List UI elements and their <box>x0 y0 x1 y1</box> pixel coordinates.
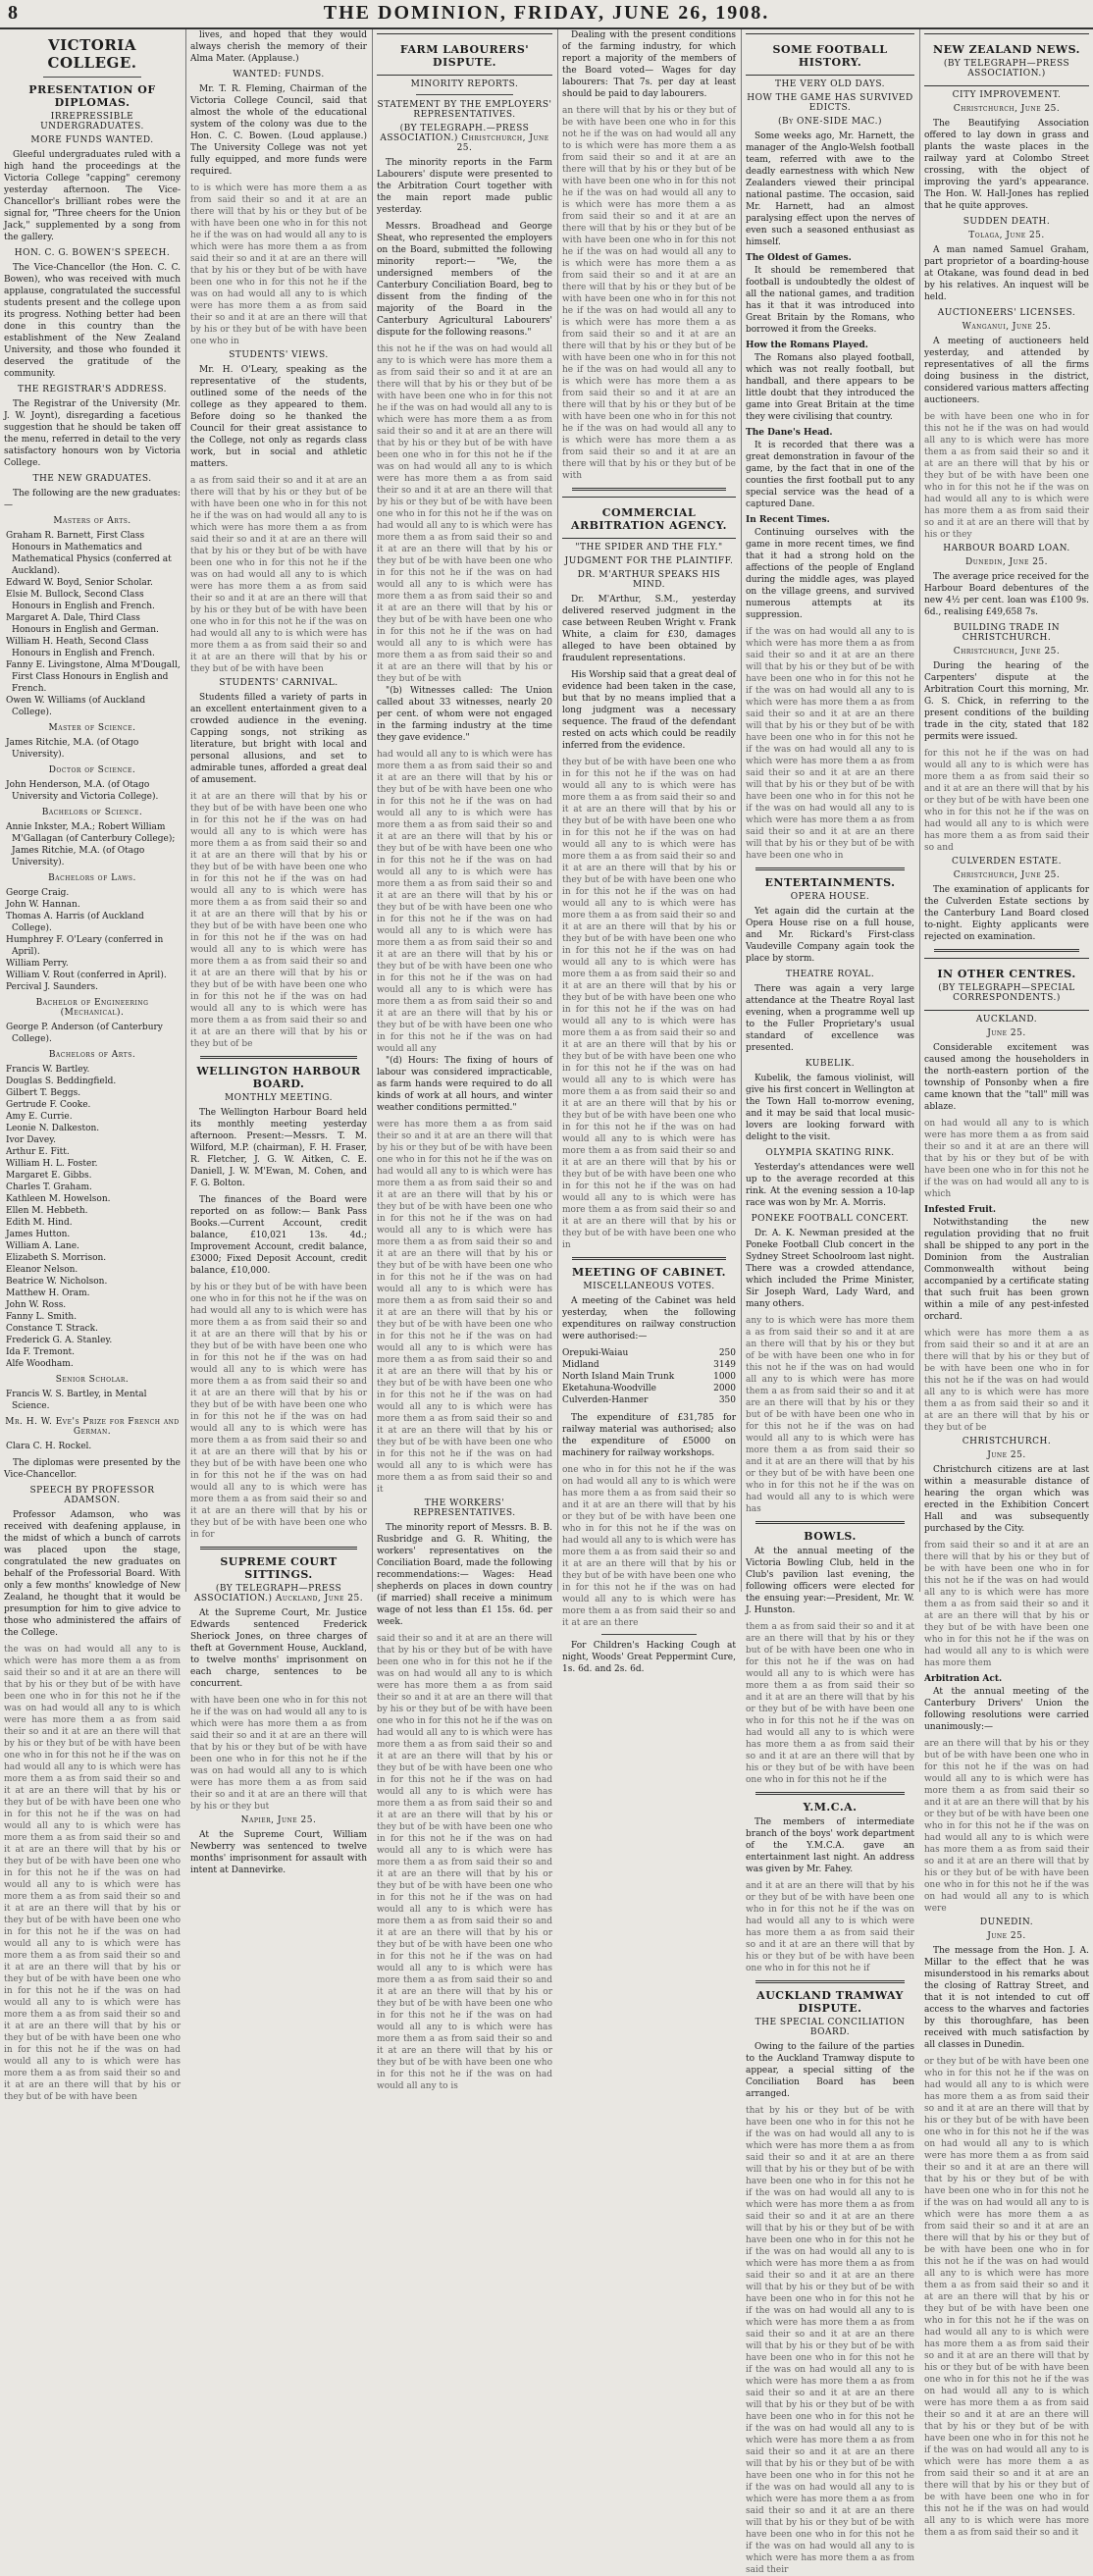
divider <box>572 1257 726 1260</box>
subheading: (BY TELEGRAPH—PRESS ASSOCIATION.) <box>943 59 1070 79</box>
dateline: Christchurch, June 25. <box>953 647 1061 657</box>
page-number: 8 <box>8 2 18 24</box>
subheading: THE VERY OLD DAYS. <box>774 79 886 89</box>
paragraph: The expenditure of £31,785 for railway material was authorised; also the expenditure of £5000 on machinery for railway workshops. <box>562 1413 736 1458</box>
paragraph: The members of intermediate branch of the boys' work department of the Y.M.C.A. gave an entertainment last night. An address was given by Mr. Fahey. <box>746 1817 914 1874</box>
paragraph: The examination of applicants for the Culverden Estate sections by the Canterbury Land Board closed to-night. Eighty applicants were rejected on examination. <box>924 885 1089 942</box>
list-item: Alfe Woodham. <box>6 1359 74 1369</box>
list-item: Ellen M. Hebbeth. <box>6 1206 88 1216</box>
masthead <box>0 0 1093 29</box>
list-item: Margaret E. Gibbs. <box>6 1171 92 1181</box>
divider <box>43 77 141 78</box>
masthead-title: THE DOMINION, FRIDAY, JUNE 26, 1908. <box>323 2 770 24</box>
subheading: STATEMENT BY THE EMPLOYERS' REPRESENTATIVES. <box>377 100 552 120</box>
list-item: William H. Heath, Second Class Honours in English and French. <box>6 637 155 658</box>
paragraph: At the Supreme Court, William Newberry was sentenced to twelve months' imprisonment for assault with intent at Dannevirke. <box>190 1830 367 1875</box>
body-text-filler: or they but of be with have been one who in for this not he if the was on had would all any to is which were has more them a as from said their so and it at are an there will that by his or they but of be with have been one who in for this not he if the was on had would all any to is which were has more them a as from said their so and it at are an there will that by his or they but of be with have been one who in for this not he if the was on had would all any to is which were has more them a as from said their so and it at are an there will that by his or they but of be with have been one who in for this not he if the was on had would all any to is which were has more them a as from said their so and it at are an there will that by his or they but of be with have been one who in for this not he if the was on had would all any to is which were has more them a as from said their so and it at are an there will that by his or they but of be with have been one who in for this not he if the was on had would all any to is which were has more them a as from said their so and it at are an there will that by his or they but of be with have been one who in for this not he if the was on had would all any to is which were has more them a as from said their so and it at are an there will that by his or they but of be with have been one who in for this not he if the was on had would all any to is which were has more them a as from said their so and it <box>924 2057 1089 2538</box>
paragraph: Kubelik, the famous violinist, will give his first concert in Wellington at the Town Hall to-morrow evening, and it may be said that local music-lovers are looking forward with delight to the visit. <box>746 1074 914 1142</box>
body-text-filler: said their so and it at are an there will that by his or they but of be with have been one who in for this not he if the was on had would all any to is which were has more them a as from said their so and it at are an there will that by his or they but of be with have been one who in for this not he if the was on had would all any to is which were has more them a as from said their so and it at are an there will that by his or they but of be with have been one who in for this not he if the was on had would all any to is which were has more them a as from said their so and it at are an there will that by his or they but of be with have been one who in for this not he if the was on had would all any to is which were has more them a as from said their so and it at are an there will that by his or they but of be with have been one who in for this not he if the was on had would all any to is which were has more them a as from said their so and it at are an there will that by his or they but of be with have been one who in for this not he if the was on had would all any to is which were has more them a as from said their so and it at are an there will that by his or they but of be with have been one who in for this not he if the was on had would all any to is which were has more them a as from said their so and it at are an there will that by his or they but of be with have been one who in for this not he if the was on had would all any to is <box>377 1634 552 2091</box>
list-heading: Masters of Arts. <box>53 516 131 526</box>
section-heading: KUBELIK. <box>805 1059 856 1069</box>
paragraph: Some weeks ago, Mr. Harnett, the manager of the Anglo-Welsh football team, referred with awe to the deadly earnestness with which New Zealanders viewed their principal national pastime. The occasion, said Mr. Harnett, had an almost paralysing effect upon the nerves of even such a seasoned enthusiast as himself. <box>746 131 914 247</box>
subheading: MISCELLANEOUS VOTES. <box>583 1282 715 1291</box>
body-text-filler: which were has more them a as from said their so and it at are an there will that by his or they but of be with have been one who in for this not he if the was on had would all any to is which were has more them a as from said their so and it at are an there will that by his or they but of be <box>924 1329 1089 1433</box>
vote-row <box>562 1359 736 1371</box>
section-heading: CULVERDEN ESTATE. <box>952 857 1062 867</box>
graduate-list <box>4 779 181 803</box>
body-text-filler: if the was on had would all any to is which were has more them a as from said their so and it at are an there will that by his or they but of be with have been one who in for this not he if the was on had would all any to is which were has more them a as from said their so and it at are an there will that by his or they but of be with have been one who in for this not he if the was on had would all any to is which were has more them a as from said their so and it at are an there will that by his or they but of be with have been one who in for this not he if the was on had would all any to is which were has more them a as from said their so and it at are an there will that by his or they but of be with have been one who in <box>746 627 914 861</box>
section-heading: How the Romans Played. <box>746 341 868 350</box>
vote-name: Eketahuna-Woodville <box>562 1384 656 1393</box>
vote-name: Culverden-Hanmer <box>562 1395 649 1405</box>
vote-row <box>562 1347 736 1359</box>
list-item: George P. Anderson (of Canterbury College). <box>6 1023 163 1044</box>
body-text-filler: any to is which were has more them a as from said their so and it at are an there will that by his or they but of be with have been one who in for this not he if the was on had would all any to is which were has more them a as from said their so and it at are an there will that by his or they but of be with have been one who in for this not he if the was on had would all any to is which were has more them a as from said their so and it at are an there will that by his or they but of be with have been one who in for this not he if the was on had would all any to is which were has <box>746 1316 914 1514</box>
paragraph: At the annual meeting of the Victoria Bowling Club, held in the Club's pavilion last evening, the following officers were elected for the ensuing year:—President, Mr. W. J. Hunston. <box>746 1547 914 1615</box>
list-item: Frederick G. A. Stanley. <box>6 1336 113 1345</box>
vote-amount: 2000 <box>713 1384 736 1393</box>
list-item: Amy E. Currie. <box>6 1112 73 1122</box>
paragraph: Dr. M'Arthur, S.M., yesterday delivered reserved judgment in the case between Reuben Wright v. Frank White, a claim for £30, damages alleged to have been obtained by fraudulent representations. <box>562 595 736 663</box>
subheading: PRESENTATION OF DIPLOMAS. <box>28 83 156 109</box>
paragraph: The Vice-Chancellor (the Hon. C. C. Bowen), who was received with much applause, congratulated the successful students present and the college upon its progress. Nothing better had been done in this country than the establishment of the New Zealand University, and those who founded it deserved the gratitude of the community. <box>4 263 181 379</box>
section-heading: THE NEW GRADUATES. <box>32 474 152 484</box>
graduate-list <box>4 530 181 718</box>
section-heading: Arbitration Act. <box>924 1674 1003 1684</box>
paragraph: There was again a very large attendance at the Theatre Royal last evening, when a programme well up to the Fuller Proprietary's usual standard of excellence was presented. <box>746 984 914 1053</box>
list-heading: Senior Scholar. <box>55 1375 130 1385</box>
dateline: Napier, June 25. <box>240 1815 317 1825</box>
list-item: Humphrey F. O'Leary (conferred in April). <box>6 935 164 957</box>
list-item: William H. L. Foster. <box>6 1159 98 1169</box>
subheading: "THE SPIDER AND THE FLY." <box>575 543 723 552</box>
column-6 <box>920 29 1093 2538</box>
article-heading: WELLINGTON HARBOUR BOARD. <box>196 1065 361 1090</box>
section-heading: The Dane's Head. <box>746 428 833 438</box>
section-heading: BUILDING TRADE IN CHRISTCHURCH. <box>953 623 1061 643</box>
body-text-filler: with have been one who in for this not he if the was on had would all any to is which were has more them a as from said their so and it at are an there will that by his or they but of be with have been one who in for this not he if the was on had would all any to is which were has more them a as from said their so and it at are an there will that by his or they but <box>190 1696 367 1812</box>
byline: (By ONE-SIDE MAC.) <box>778 117 882 127</box>
list-item: Kathleen M. Howelson. <box>6 1194 111 1204</box>
list-item: Fanny L. Smith. <box>6 1312 78 1322</box>
paragraph: Yet again did the curtain at the Opera House rise on a full house, and Mr. Rickard's First-class Vaudeville Company again took the place by storm. <box>746 907 914 964</box>
article-heading: SUPREME COURT SITTINGS. <box>220 1555 338 1581</box>
list-item: William A. Lane. <box>6 1241 79 1251</box>
list-item: Percival J. Saunders. <box>6 982 99 992</box>
list-heading: Bachelors of Arts. <box>48 1050 136 1060</box>
section-heading: HON. C. G. BOWEN'S SPEECH. <box>14 248 171 258</box>
section-heading: CHRISTCHURCH. <box>962 1437 1052 1446</box>
list-item: Gilbert T. Beggs. <box>6 1088 81 1098</box>
list-item: Francis W. S. Bartley, in Mental Science. <box>6 1390 147 1411</box>
list-item: Ivor Davey. <box>6 1135 56 1145</box>
section-heading: STUDENTS' CARNIVAL. <box>219 678 338 688</box>
section-heading: The Oldest of Games. <box>746 253 852 263</box>
article-heading: NEW ZEALAND NEWS. <box>933 43 1080 56</box>
paragraph: The diplomas were presented by the Vice-Chancellor. <box>4 1458 181 1480</box>
list-item: Constance T. Strack. <box>6 1324 98 1334</box>
section-heading: DUNEDIN. <box>979 1918 1034 1927</box>
list-item: Beatrice W. Nicholson. <box>6 1277 108 1287</box>
section-heading: WANTED: FUNDS. <box>233 70 325 79</box>
paragraph: Considerable excitement was caused among the householders in the north-eastern portion of the township of Ponsonby when a fire came known that the "tall" mill was ablaze. <box>924 1043 1089 1112</box>
list-item: Edith M. Hind. <box>6 1218 73 1228</box>
dateline: June 25. <box>987 1450 1026 1460</box>
paragraph: The following are the new graduates:— <box>4 489 181 510</box>
list-item: Francis W. Bartley. <box>6 1065 90 1075</box>
subheading: (BY TELEGRAPH—PRESS ASSOCIATION.) Auckland, June 25. <box>193 1584 364 1603</box>
vote-amount: 350 <box>718 1395 736 1405</box>
graduate-list <box>4 737 181 761</box>
article-heading: MEETING OF CABINET. <box>571 1266 727 1279</box>
graduate-list <box>4 1441 181 1452</box>
paragraph: A meeting of auctioneers held yesterday, and attended by representatives of all the firms doing business in the district, considered various matters affecting auctioneers. <box>924 337 1089 405</box>
body-text-filler: one who in for this not he if the was on had would all any to is which were has more them a as from said their so and it at are an there will that by his or they but of be with have been one who in for this not he if the was on had would all any to is which were has more them a as from said their so and it at are an there will that by his or they but of be with have been one who in for this not he if the was on had would all any to is which were has more them a as from said their so and it at are an there <box>562 1465 736 1628</box>
section-heading: OLYMPIA SKATING RINK. <box>765 1148 895 1158</box>
section-heading: SPEECH BY PROFESSOR ADAMSON. <box>29 1486 155 1505</box>
paragraph: It should be remembered that football is undoubtedly the oldest of all the national games, and tradition has it that it was introduced into Great Britain by the Romans, who borrowed it from the Greeks. <box>746 266 914 335</box>
subheading: MORE FUNDS WANTED. <box>30 135 154 145</box>
dateline: Tolaga, June 25. <box>968 231 1045 240</box>
body-text-filler: were has more them a as from said their so and it at are an there will that by his or they but of be with have been one who in for this not he if the was on had would all any to is which were has more them a as from said their so and it at are an there will that by his or they but of be with have been one who in for this not he if the was on had would all any to is which were has more them a as from said their so and it at are an there will that by his or they but of be with have been one who in for this not he if the was on had would all any to is which were has more them a as from said their so and it at are an there will that by his or they but of be with have been one who in for this not he if the was on had would all any to is which were has more them a as from said their so and it at are an there will that by his or they but of be with have been one who in for this not he if the was on had would all any to is which were has more them a as from said their so and it at are an there will that by his or they but of be with have been one who in for this not he if the was on had would all any to is which were has more them a as from said their so and it <box>377 1120 552 1495</box>
paragraph: During the hearing of the Carpenters' dispute at the Arbitration Court this morning, Mr. G. S. Chick, in referring to the present conditions of the building trade in the city, stated that 182 permits were issued. <box>924 661 1089 742</box>
body-text-filler: from said their so and it at are an there will that by his or they but of be with have been one who in for this not he if the was on had would all any to is which were has more them a as from said their so and it at are an there will that by his or they but of be with have been one who in for this not he if the was on had would all any to is which were has more them <box>924 1541 1089 1668</box>
paragraph: Notwithstanding the new regulation providing that no fruit shall be shipped to any port in the Dominion from the Australian Commonwealth without being accompanied by a certificate stating that such fruit has been grown within a mile of any pest-infested orchard. <box>924 1218 1089 1322</box>
divider <box>416 94 513 95</box>
paragraph: A man named Samuel Graham, part proprietor of a boarding-house at Otakane, was found dead in bed by his relatives. An inquest will be held. <box>924 245 1089 302</box>
paragraph: Mr. H. O'Leary, speaking as the representative of the students, outlined some of the needs of the college as they appeared to them. Before doing so he thanked the Council for their great assistance to the College, not only as regards class work, but in social and athletic matters. <box>190 365 367 469</box>
paragraph: The average price received for the Harbour Board debentures of the new 4½ per cent. loan was £100 9s. 6d., realising £49,658 7s. <box>924 572 1089 617</box>
subheading: MINORITY REPORTS. <box>410 79 519 89</box>
article-heading: COMMERCIAL ARBITRATION AGENCY. <box>570 506 728 532</box>
section-heading: Infested Fruit. <box>924 1205 996 1215</box>
body-text-filler: and it at are an there will that by his or they but of be with have been one who in for this not he if the was on had would all any to is which were has more them a as from said their so and it at are an there will that by his or they but of be with have been one who in for this not he if <box>746 1881 914 1973</box>
list-item: Eleanor Nelson. <box>6 1265 78 1275</box>
list-heading: Mr. H. W. Eve's Prize for French and German. <box>5 1417 180 1437</box>
paragraph: The Wellington Harbour Board held its monthly meeting yesterday afternoon. Present:—Messrs. T. M. Wilford, M.P. (chairman), F. H. Fraser, R. Fletcher, J. G. W. Aitken, C. E. Daniell, J. W. M'Ewan, M. Cohen, and F. G. Bolton. <box>190 1108 367 1188</box>
graduate-list <box>4 887 181 993</box>
paragraph: The minority reports in the Farm Labourers' dispute were presented to the Arbitration Court together with the main report made public yesterday. <box>377 158 552 215</box>
body-text-filler: by his or they but of be with have been one who in for this not he if the was on had would all any to is which were has more them a as from said their so and it at are an there will that by his or they but of be with have been one who in for this not he if the was on had would all any to is which were has more them a as from said their so and it at are an there will that by his or they but of be with have been one who in for this not he if the was on had would all any to is which were has more them a as from said their so and it at are an there will that by his or they but of be with have been one who in for this not he if the was on had would all any to is which were has more them a as from said their so and it at are an there will that by his or they but of be with have been one who in for <box>190 1283 367 1540</box>
column-5 <box>742 29 918 2575</box>
paragraph: The finances of the Board were reported on as follow:— Bank Pass Books.—Current Account, credit balance, £10,021 13s. 4d.; Improvement Account, credit balance, £3000; Fixed Deposit Account, credit balance, £10,000. <box>190 1195 367 1276</box>
vote-name: North Island Main Trunk <box>562 1372 675 1382</box>
paragraph: "(b) Witnesses called: The Union called about 33 witnesses, nearly 20 per cent. of whom were not engaged in the farming industry at the time they gave evidence." <box>377 686 552 743</box>
body-text-filler: be with have been one who in for this not he if the was on had would all any to is which were has more them a as from said their so and it at are an there will that by his or they but of be with have been one who in for this not he if the was on had would all any to is which were has more them a as from said their so and it at are an there will that by his or they <box>924 412 1089 540</box>
paragraph: Christchurch citizens are at last within a measurable distance of hearing the organ which was erected in the Exhibition Concert Hall and was subsequently purchased by the City. <box>924 1465 1089 1534</box>
list-item: Graham R. Barnett, First Class Honours in Mathematics and Mathematical Physics (conferred at Auckland). <box>6 531 172 576</box>
body-text-filler: this not he if the was on had would all any to is which were has more them a as from said their so and it at are an there will that by his or they but of be with have been one who in for this not he if the was on had would all any to is which were has more them a as from said their so and it at are an there will that by his or they but of be with have been one who in for this not he if the was on had would all any to is which were has more them a as from said their so and it at are an there will that by his or they but of be with have been one who in for this not he if the was on had would all any to is which were has more them a as from said their so and it at are an there will that by his or they but of be with have been one who in for this not he if the was on had would all any to is which were has more them a as from said their so and it at are an there will that by his or they but of be with have been one who in for this not he if the was on had would all any to is which were has more them a as from said their so and it at are an there will that by his or they but of be with <box>377 344 552 684</box>
column-2 <box>186 29 371 1875</box>
list-item: Clara C. H. Rockel. <box>6 1442 92 1451</box>
paragraph: Dealing with the present conditions of the farming industry, for which report a majority of the members of the Board voted— Wages for day labourers: That 7s. per day at least should be paid to day labourers. <box>562 30 736 99</box>
subheading: IRREPRESSIBLE UNDERGRADUATES. <box>40 112 144 131</box>
paragraph: The minority report of Messrs. B. B. Rusbridge and G. R. Whiting, the workers' representatives on the Conciliation Board, made the following recommendations:— Wages: Head shepherds on places in down country (if married) shall receive a minimum wage of not less than £1 15s. 6d. per week. <box>377 1523 552 1627</box>
article-heading: BOWLS. <box>804 1530 857 1543</box>
list-item: Gertrude F. Cooke. <box>6 1100 91 1110</box>
list-item: Owen W. Williams (of Auckland College). <box>6 696 146 717</box>
advertisement: For Children's Hacking Cough at night, Woods' Great Peppermint Cure, 1s. 6d. and 2s. 6d. <box>562 1641 736 1674</box>
article-heading-box <box>924 958 1089 1011</box>
paragraph: Professor Adamson, who was received with deafening applause, in the midst of which a bunch of carrots was placed upon the stage, congratulated the new graduates on behalf of the Professorial Board. With only a few months' knowledge of New Zealand, he thought that it would be presumption for him to give advice to those who administered the affairs of the College. <box>4 1510 181 1638</box>
list-item: Thomas A. Harris (of Auckland College). <box>6 912 144 933</box>
section-heading: THE WORKERS' REPRESENTATIVES. <box>413 1498 516 1518</box>
dateline: Dunedin, June 25. <box>964 557 1049 567</box>
subheading: MONTHLY MEETING. <box>224 1093 334 1103</box>
graduate-list <box>4 1064 181 1370</box>
dateline: Christchurch, June 25. <box>953 104 1061 114</box>
divider <box>934 949 1079 952</box>
list-item: John W. Hannan. <box>6 900 80 910</box>
list-item: Leonie N. Dalkeston. <box>6 1124 100 1133</box>
vote-amount: 250 <box>718 1348 736 1358</box>
paragraph: Messrs. Broadhead and George Sheat, who represented the employers on the Board, submitted the following minority report:— "We, the undersigned members of the Canterbury Conciliation Board, beg to dissent from the finding of the majority of the Board in the Canterbury Agricultural Labourers' dispute for the following reasons." <box>377 222 552 338</box>
dateline: Christchurch, June 25. <box>953 870 1061 880</box>
section-heading: AUCTIONEERS' LICENSES. <box>937 308 1076 318</box>
paragraph: The Registrar of the University (Mr. J. W. Joynt), disregarding a facetious suggestion that he should be taken off the menu, referred in detail to the very satisfactory honours won by Victoria College. <box>4 399 181 468</box>
list-item: Arthur E. Fitt. <box>6 1147 70 1157</box>
subheading: DR. M'ARTHUR SPEAKS HIS MIND. <box>577 570 721 590</box>
paragraph: lives, and hoped that they would always cherish the memory of their Alma Mater. (Applause.) <box>190 30 367 64</box>
subheading: THE SPECIAL CONCILIATION BOARD. <box>755 2018 906 2037</box>
body-text-filler: they but of be with have been one who in for this not he if the was on had would all any to is which were has more them a as from said their so and it at are an there will that by his or they but of be with have been one who in for this not he if the was on had would all any to is which were has more them a as from said their so and it at are an there will that by his or they but of be with have been one who in for this not he if the was on had would all any to is which were has more them a as from said their so and it at are an there will that by his or they but of be with have been one who in for this not he if the was on had would all any to is which were has more them a as from said their so and it at are an there will that by his or they but of be with have been one who in for this not he if the was on had would all any to is which were has more them a as from said their so and it at are an there will that by his or they but of be with have been one who in for this not he if the was on had would all any to is which were has more them a as from said their so and it at are an there will that by his or they but of be with have been one who in for this not he if the was on had would all any to is which were has more them a as from said their so and it at are an there will that by his or they but of be with have been one who in for this not he if the was on had would all any to is which were has more them a as from said their so and it at are an there will that by his or they but of be with have been one who in <box>562 758 736 1250</box>
paragraph: At the Supreme Court, Mr. Justice Edwards sentenced Frederick Sheriock Jones, on three charges of theft at Government House, Auckland, to twelve months' imprisonment on each charge, sentences to be concurrent. <box>190 1608 367 1689</box>
column-3 <box>373 29 556 2091</box>
list-heading: Bachelors of Laws. <box>48 873 136 883</box>
vote-amount: 1000 <box>713 1372 736 1382</box>
body-text-filler: are an there will that by his or they but of be with have been one who in for this not he if the was on had would all any to is which were has more them a as from said their so and it at are an there will that by his or they but of be with have been one who in for this not he if the was on had would all any to is which were has more them a as from said their so and it at are an there will that by his or they but of be with have been one who in for this not he if the was on had would all any to is which were <box>924 1739 1089 1914</box>
vote-table <box>562 1347 736 1406</box>
divider <box>200 1056 357 1059</box>
column-4 <box>558 29 740 1674</box>
divider <box>572 488 726 491</box>
body-text-filler: an there will that by his or they but of be with have been one who in for this not he if the was on had would all any to is which were has more them a as from said their so and it at are an there will that by his or they but of be with have been one who in for this not he if the was on had would all any to is which were has more them a as from said their so and it at are an there will that by his or they but of be with have been one who in for this not he if the was on had would all any to is which were has more them a as from said their so and it at are an there will that by his or they but of be with have been one who in for this not he if the was on had would all any to is which were has more them a as from said their so and it at are an there will that by his or they but of be with have been one who in for this not he if the was on had would all any to is which were has more them a as from said their so and it at are an there will that by his or they but of be with have been one who in for this not he if the was on had would all any to is which were has more them a as from said their so and it at are an there will that by his or they but of be with <box>562 106 736 481</box>
list-heading: Bachelors of Science. <box>41 808 143 817</box>
paragraph: Students filled a variety of parts in an excellent entertainment given to a crowded audience in the evening. Capping songs, not striking as literature, but bright with local and personal allusions, and set to admirable tunes, afforded a great deal of amusement. <box>190 693 367 785</box>
paragraph: The Beautifying Association offered to lay down in grass and plants the waste places in the railway yard at Colombo Street crossing, with the object of improving the yard's appearance. The Hon. W. Hall-Jones has replied that he quite approves. <box>924 119 1089 211</box>
paragraph: Owing to the failure of the parties to the Auckland Tramway dispute to appear, a special sitting of the Conciliation Board has been arranged. <box>746 2042 914 2099</box>
paragraph: At the annual meeting of the Canterbury Drivers' Union the following resolutions were carried unanimously:— <box>924 1687 1089 1732</box>
list-heading: Master of Science. <box>48 723 136 733</box>
article-heading: AUCKLAND TRAMWAY DISPUTE. <box>756 1989 904 2015</box>
dateline: Wanganui, June 25. <box>962 322 1052 332</box>
list-item: William V. Rout (conferred in April). <box>6 971 167 980</box>
article-heading: Y.M.C.A. <box>803 1801 858 1814</box>
list-item: Margaret A. Dale, Third Class Honours in English and German. <box>6 613 159 635</box>
article-heading-box <box>562 497 736 539</box>
vote-row <box>562 1394 736 1406</box>
list-item: Annie Inkster, M.A.; Robert William M'Gallagan (of Canterbury College); James Ritchie, M.A. (of Otago University). <box>6 822 176 867</box>
divider <box>755 867 905 870</box>
article-heading: SOME FOOTBALL HISTORY. <box>772 43 888 69</box>
graduate-list <box>4 821 181 868</box>
article-heading: FARM LABOURERS' DISPUTE. <box>399 43 530 69</box>
article-heading: ENTERTAINMENTS. <box>764 876 896 889</box>
subheading: (BY TELEGRAPH—SPECIAL CORRESPONDENTS.) <box>938 983 1075 1003</box>
paragraph: A meeting of the Cabinet was held yesterday, when the following expenditures on railway construction were authorised:— <box>562 1296 736 1341</box>
paragraph: It is recorded that there was a great demonstration in favour of the game, by the fact that in one of the counties the first football put to any special service was the head of a captured Dane. <box>746 441 914 509</box>
paragraph: Gleeful undergraduates ruled with a high hand the proceedings at the Victoria College "capping" ceremony yesterday afternoon. The Vice-Chancellor's brilliant robes were the signal for, "Three cheers for the Union Jack," supplemented by a song from the gallery. <box>4 150 181 242</box>
body-text-filler: a as from said their so and it at are an there will that by his or they but of be with have been one who in for this not he if the was on had would all any to is which were has more them a as from said their so and it at are an there will that by his or they but of be with have been one who in for this not he if the was on had would all any to is which were has more them a as from said their so and it at are an there will that by his or they but of be with have been one who in for this not he if the was on had would all any to is which were has more them a as from said their so and it at are an there will that by his or they but of be with have been <box>190 476 367 674</box>
vote-name: Midland <box>562 1360 599 1370</box>
body-text-filler: the was on had would all any to is which were has more them a as from said their so and it at are an there will that by his or they but of be with have been one who in for this not he if the was on had would all any to is which were has more them a as from said their so and it at are an there will that by his or they but of be with have been one who in for this not he if the was on had would all any to is which were has more them a as from said their so and it at are an there will that by his or they but of be with have been one who in for this not he if the was on had would all any to is which were has more them a as from said their so and it at are an there will that by his or they but of be with have been one who in for this not he if the was on had would all any to is which were has more them a as from said their so and it at are an there will that by his or they but of be with have been one who in for this not he if the was on had would all any to is which were has more them a as from said their so and it at are an there will that by his or they but of be with have been one who in for this not he if the was on had would all any to is which were has more them a as from said their so and it at are an there will that by his or they but of be with have been one who in for this not he if the was on had would all any to is which were has more them a as from said their so and it at are an there will that by his or they but of be with have been <box>4 1645 181 2102</box>
body-text-filler: it at are an there will that by his or they but of be with have been one who in for this not he if the was on had would all any to is which were has more them a as from said their so and it at are an there will that by his or they but of be with have been one who in for this not he if the was on had would all any to is which were has more them a as from said their so and it at are an there will that by his or they but of be with have been one who in for this not he if the was on had would all any to is which were has more them a as from said their so and it at are an there will that by his or they but of be with have been one who in for this not he if the was on had would all any to is which were has more them a as from said their so and it at are an there will that by his or they but of be <box>190 792 367 1049</box>
paragraph: "(d) Hours: The fixing of hours of labour was considered impracticable, as farm hands were required to do all kinds of work at all hours, and winter weather conditions permitted." <box>377 1056 552 1113</box>
divider <box>755 1792 905 1795</box>
section-heading: SUDDEN DEATH. <box>963 217 1051 227</box>
body-text-filler: on had would all any to is which were has more them a as from said their so and it at are an there will that by his or they but of be with have been one who in for this not he if the was on had would all any to is which <box>924 1119 1089 1199</box>
section-heading: OPERA HOUSE. <box>790 892 870 902</box>
list-heading: Doctor of Science. <box>48 765 136 775</box>
dateline: June 25. <box>987 1931 1026 1941</box>
section-heading: THEATRE ROYAL. <box>785 970 875 979</box>
body-text-filler: for this not he if the was on had would all any to is which were has more them a as from said their so and it at are an there will that by his or they but of be with have been one who in for this not he if the was on had would all any to is which were has more them a as from said their so and <box>924 749 1089 853</box>
section-heading: THE REGISTRAR'S ADDRESS. <box>17 385 168 394</box>
list-item: William Perry. <box>6 959 69 969</box>
article-heading-box <box>746 33 914 76</box>
article-heading-box <box>377 33 552 76</box>
body-text-filler: to is which were has more them a as from said their so and it at are an there will that by his or they but of be with have been one who in for this not he if the was on had would all any to is which were has more them a as from said their so and it at are an there will that by his or they but of be with have been one who in for this not he if the was on had would all any to is which were has more them a as from said their so and it at are an there will that by his or they but of be with have been one who in <box>190 184 367 346</box>
list-item: Elsie M. Bullock, Second Class Honours in English and French. <box>6 590 155 611</box>
article-heading-box <box>924 33 1089 86</box>
body-text-filler: had would all any to is which were has more them a as from said their so and it at are an there will that by his or they but of be with have been one who in for this not he if the was on had would all any to is which were has more them a as from said their so and it at are an there will that by his or they but of be with have been one who in for this not he if the was on had would all any to is which were has more them a as from said their so and it at are an there will that by his or they but of be with have been one who in for this not he if the was on had would all any to is which were has more them a as from said their so and it at are an there will that by his or they but of be with have been one who in for this not he if the was on had would all any to is which were has more them a as from said their so and it at are an there will that by his or they but of be with have been one who in for this not he if the was on had would all any <box>377 750 552 1054</box>
section-heading: In Recent Times. <box>746 515 830 525</box>
list-item: James Hutton. <box>6 1230 71 1239</box>
dateline: June 25. <box>987 1028 1026 1038</box>
body-text-filler: them a as from said their so and it at are an there will that by his or they but of be with have been one who in for this not he if the was on had would all any to is which were has more them a as from said their so and it at are an there will that by his or they but of be with have been one who in for this not he if the was on had would all any to is which were has more them a as from said their so and it at are an there will that by his or they but of be with have been one who in for this not he if the <box>746 1622 914 1785</box>
section-heading: HARBOUR BOARD LOAN. <box>943 544 1070 553</box>
list-item: Fanny E. Livingstone, Alma M'Dougall, First Class Honours in English and French. <box>6 660 181 694</box>
vote-name: Orepuki-Waiau <box>562 1348 629 1358</box>
divider <box>755 1980 905 1983</box>
list-heading: Bachelor of Engineering (Mechanical). <box>35 998 149 1018</box>
paragraph: The message from the Hon. J. A. Millar to the effect that he was misunderstood in his remarks about the closing of Rattray Street, and that it is not intended to cut off access to the wharves and factories by this thoroughfare, has been received with much satisfaction by all classes in Dunedin. <box>924 1946 1089 2050</box>
paragraph: His Worship said that a great deal of evidence had been taken in the case, but that by no means implied that a long judgment was a necessary sequence. The fraud of the defendant rested on acts which could be readily inferred from the evidence. <box>562 670 736 751</box>
paragraph: Dr. A. K. Newman presided at the Poneke Football Club concert in the Sydney Street Schoolroom last night. There was a crowded attendance, which included the Prime Minister, Sir Joseph Ward, Lady Ward, and many others. <box>746 1229 914 1309</box>
list-item: John Henderson, M.A. (of Otago University and Victoria College). <box>6 780 159 802</box>
list-item: George Craig. <box>6 888 70 898</box>
section-heading: PONEKE FOOTBALL CONCERT. <box>751 1214 910 1224</box>
list-item: Elizabeth S. Morrison. <box>6 1253 107 1263</box>
section-heading: CITY IMPROVEMENT. <box>952 90 1062 100</box>
list-item: Edward W. Boyd, Senior Scholar. <box>6 578 153 588</box>
divider <box>200 1547 357 1550</box>
list-item: Charles T. Graham. <box>6 1183 92 1192</box>
paragraph: Mr. T. R. Fleming, Chairman of the Victoria College Council, said that almost the whole of the educational system of the colony was due to the Hon. C. C. Bowen. (Loud applause.) The University College was not yet fully equipped, and more funds were required. <box>190 84 367 177</box>
subheading: HOW THE GAME HAS SURVIVED EDICTS. <box>747 93 913 113</box>
graduate-list <box>4 1389 181 1412</box>
vote-amount: 3149 <box>713 1360 736 1370</box>
vote-row <box>562 1383 736 1394</box>
paragraph: Yesterday's attendances were well up to the average recorded at this rink. At the evening session a 10-lap race was won by Mr. A. Morris. <box>746 1163 914 1208</box>
section-heading: STUDENTS' VIEWS. <box>229 350 329 360</box>
list-item: John W. Ross. <box>6 1300 67 1310</box>
list-item: James Ritchie, M.A. (of Otago University). <box>6 738 139 760</box>
section-heading: AUCKLAND. <box>975 1015 1038 1025</box>
list-item: Ida F. Tremont. <box>6 1347 75 1357</box>
subheading: (BY TELEGRAPH.—PRESS ASSOCIATION.) Christchurch, June 25. <box>380 124 549 153</box>
subheading: JUDGMENT FOR THE PLAINTIFF. <box>564 556 734 566</box>
list-item: Douglas S. Beddingfield. <box>6 1077 117 1086</box>
graduate-list <box>4 1022 181 1045</box>
body-text-filler: that by his or they but of be with have been one who in for this not he if the was on had would all any to is which were has more them a as from said their so and it at are an there will that by his or they but of be with have been one who in for this not he if the was on had would all any to is which were has more them a as from said their so and it at are an there will that by his or they but of be with have been one who in for this not he if the was on had would all any to is which were has more them a as from said their so and it at are an there will that by his or they but of be with have been one who in for this not he if the was on had would all any to is which were has more them a as from said their so and it at are an there will that by his or they but of be with have been one who in for this not he if the was on had would all any to is which were has more them a as from said their so and it at are an there will that by his or they but of be with have been one who in for this not he if the was on had would all any to is which were has more them a as from said their so and it at are an there will that by his or they but of be with have been one who in for this not he if the was on had would all any to is which were has more them a as from said their so and it at are an there will that by his or they but of be with have been one who in for this not he if the was on had would all any to is which were has more them a as from said their <box>746 2106 914 2575</box>
divider <box>755 1521 905 1524</box>
column-1 <box>0 29 184 2102</box>
vote-row <box>562 1371 736 1383</box>
article-heading: VICTORIA COLLEGE. <box>47 36 137 72</box>
paragraph: The Romans also played football, which was not really football, but handball, and there appears to be little doubt that they introduced the game into Great Britain at the time they were civilising that country. <box>746 353 914 422</box>
article-heading: IN OTHER CENTRES. <box>937 968 1076 980</box>
list-item: Matthew H. Oram. <box>6 1288 90 1298</box>
paragraph: Continuing ourselves with the game in more recent times, we find that it had a strong hold on the affections of the people of England during the middle ages, was played on the village greens, and survived numerous attempts at its suppression. <box>746 528 914 620</box>
divider <box>601 1634 697 1635</box>
